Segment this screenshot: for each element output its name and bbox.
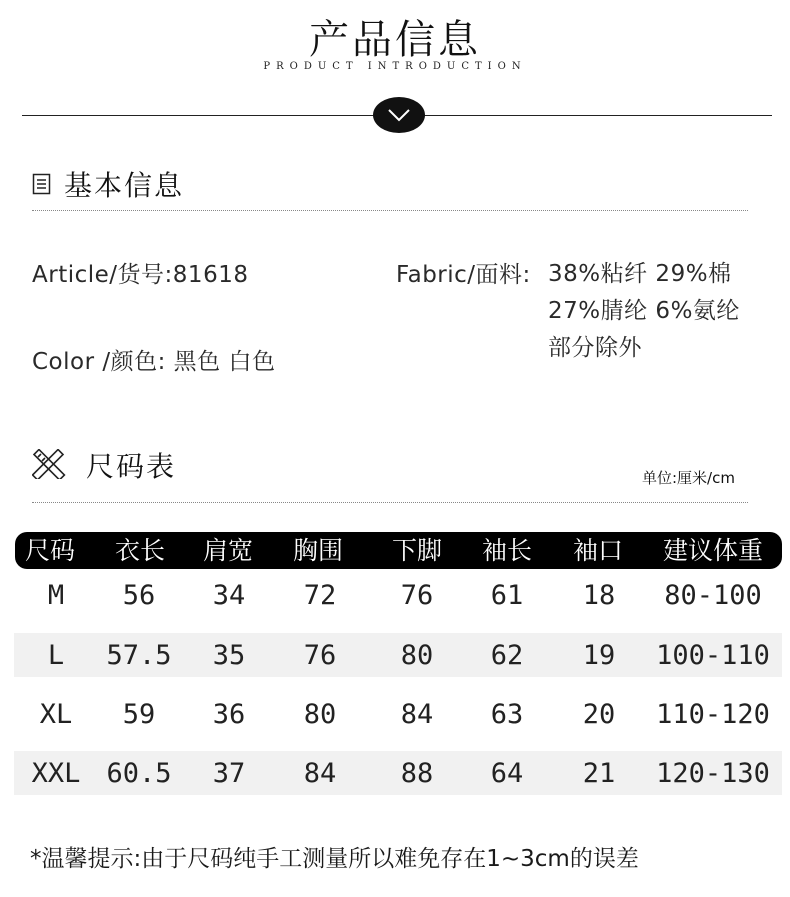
color-row (32, 343, 275, 376)
size-chart-title: 尺码表 (86, 450, 177, 483)
column-header: 尺码 (24, 536, 76, 565)
table-cell: 20 (582, 699, 616, 730)
color-value: 黑色 白色 (173, 349, 276, 375)
page-title: 产品信息 (309, 17, 481, 63)
table-cell: 56 (122, 580, 156, 611)
table-cell: 64 (490, 758, 524, 789)
table-cell: 80-100 (664, 580, 762, 611)
table-cell: 21 (582, 758, 616, 789)
article-row (32, 256, 248, 289)
table-cell: 63 (490, 699, 524, 730)
table-cell: 62 (490, 640, 524, 671)
column-header: 胸围 (292, 536, 344, 565)
column-header: 袖口 (572, 536, 624, 565)
article-label: Article/货号: (32, 262, 173, 288)
table-cell: 120-130 (656, 758, 770, 789)
page-subtitle: PRODUCT INTRODUCTION (263, 61, 527, 72)
fabric-value (548, 256, 740, 367)
table-cell: 72 (303, 580, 337, 611)
table-cell: 59 (122, 699, 156, 730)
table-cell: 34 (212, 580, 246, 611)
table-cell: 57.5 (106, 640, 172, 671)
table-cell: L (47, 640, 65, 671)
table-cell: XL (39, 699, 73, 730)
fabric-line: 38%粘纤 29%棉 (548, 261, 732, 287)
table-cell: 88 (400, 758, 434, 789)
color-label: Color /颜色: (32, 349, 166, 375)
fabric-label: Fabric/面料: (396, 262, 531, 288)
column-header: 肩宽 (202, 536, 254, 565)
measurement-note: *温馨提示:由于尺码纯手工测量所以难免存在1~3cm的误差 (30, 846, 639, 872)
table-cell: 84 (303, 758, 337, 789)
table-cell: 35 (212, 640, 246, 671)
table-cell: 37 (212, 758, 246, 789)
table-cell: M (47, 580, 65, 611)
column-header: 衣长 (114, 536, 166, 565)
table-cell: 36 (212, 699, 246, 730)
table-cell: 19 (582, 640, 616, 671)
table-cell: 18 (582, 580, 616, 611)
fabric-line: 27%腈纶 6%氨纶 (548, 298, 740, 324)
table-cell: 80 (400, 640, 434, 671)
table-cell: 61 (490, 580, 524, 611)
column-header: 下脚 (391, 536, 443, 565)
basic-info-title: 基本信息 (64, 169, 185, 202)
fabric-line: 部分除外 (548, 335, 642, 361)
table-cell: 60.5 (106, 758, 172, 789)
table-cell: 100-110 (656, 640, 770, 671)
table-cell: 110-120 (656, 699, 770, 730)
chevron-down-icon (373, 97, 425, 133)
ruler-pencil-icon (32, 449, 66, 483)
column-header: 建议体重 (662, 536, 764, 565)
column-header: 袖长 (481, 536, 533, 565)
unit-label: 单位:厘米/cm (642, 469, 735, 487)
table-cell: 80 (303, 699, 337, 730)
table-cell: 84 (400, 699, 434, 730)
article-value: 81618 (172, 262, 249, 288)
table-cell: 76 (303, 640, 337, 671)
document-icon (32, 173, 52, 199)
basic-info-divider (32, 210, 748, 211)
table-cell: 76 (400, 580, 434, 611)
size-chart-divider (32, 502, 748, 503)
table-cell: XXL (31, 758, 81, 789)
